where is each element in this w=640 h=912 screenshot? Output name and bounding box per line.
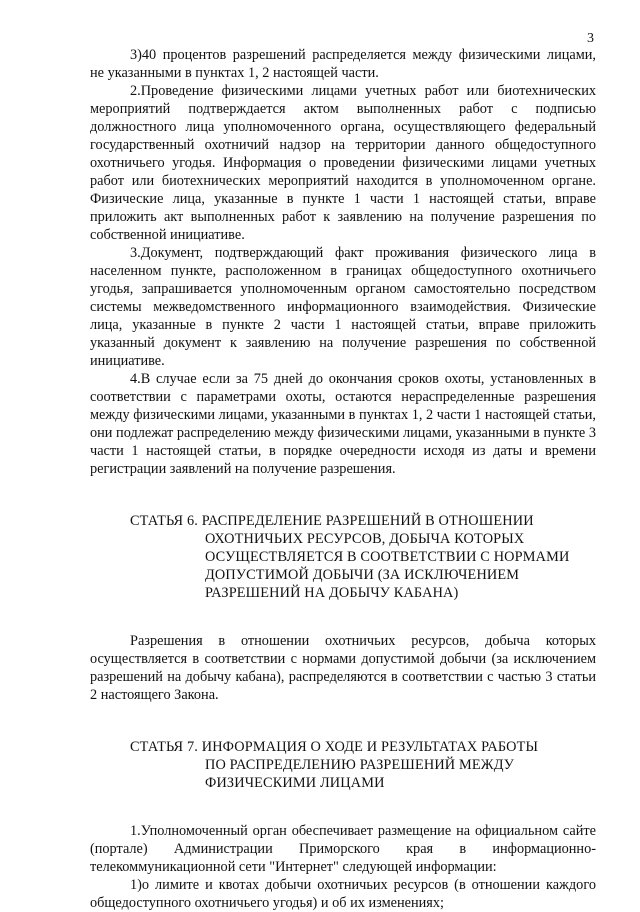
paragraph-item-3: 3.Документ, подтверждающий факт проживания физического лица в населенном пункте, расположенном в границах общедоступного охотничьего угодья, запрашивается уполномоченным органом самостоятельно посредством системы межведомственного информационного взаимодействия. Физические лица, указанные в пункте 2 части 1 настоящей статьи, вправе приложить указанный документ к заявлению на получение разрешения по собственной инициативе. (90, 245, 596, 369)
article-7-paragraph-2: 1)о лимите и квотах добычи охотничьих ресурсов (в отношении каждого общедоступного охотничьего угодья) и об их изменениях; (90, 877, 596, 911)
article-7-heading (90, 738, 596, 792)
article-6-paragraph: Разрешения в отношении охотничьих ресурсов, добыча которых осуществляется в соответствии с нормами допустимой добычи (за исключением разрешений на добычу кабана), распределяются в соответствии с частью 3 статьи 2 настоящего Закона. (90, 633, 596, 703)
article-6-heading (90, 512, 596, 602)
paragraph-part1-item3: 3)40 процентов разрешений распределяется между физическими лицами, не указанными в пунктах 1, 2 настоящей части. (90, 47, 596, 81)
article-6-heading-line: ОХОТНИЧЬИХ РЕСУРСОВ, ДОБЫЧА КОТОРЫХ (205, 531, 525, 547)
article-7-heading-line: СТАТЬЯ 7. ИНФОРМАЦИЯ О ХОДЕ И РЕЗУЛЬТАТАХ РАБОТЫ (130, 739, 539, 755)
article-6-heading-line: ОСУЩЕСТВЛЯЕТСЯ В СООТВЕТСТВИИ С НОРМАМИ (205, 549, 570, 565)
paragraph-item-2: 2.Проведение физическими лицами учетных работ или биотехнических мероприятий подтверждается актом выполненных работ с подписью должностного лица уполномоченного органа, осуществляющего федеральный государственный охотничий надзор на территории данного общедоступного охотничьего угодья. Информация о проведении физическими лицами учетных работ или биотехнических мероприятий находится в уполномоченном органе. Физические лица, указанные в пункте 1 части 1 настоящей статьи, вправе приложить акт выполненных работ к заявлению на получение разрешения по собственной инициативе. (90, 83, 596, 243)
article-6-heading-line: РАЗРЕШЕНИЙ НА ДОБЫЧУ КАБАНА) (205, 585, 459, 601)
paragraph-item-4: 4.В случае если за 75 дней до окончания сроков охоты, установленных в соответствии с параметрами охоты, остаются нераспределенные разрешения между физическими лицами, указанными в пунктах 1, 2 части 1 настоящей статьи, они подлежат распределению между физическими лицами, указанными в пункте 3 части 1 настоящей статьи, в порядке очередности исходя из даты и времени регистрации заявлений на получение разрешения. (90, 371, 596, 477)
article-7-paragraph-1: 1.Уполномоченный орган обеспечивает размещение на официальном сайте (портале) Администрации Приморского края в информационно-телекоммуникационной сети "Интернет" следующей информации: (90, 823, 596, 875)
page-number: 3 (587, 31, 594, 46)
article-6-heading-line: ДОПУСТИМОЙ ДОБЫЧИ (ЗА ИСКЛЮЧЕНИЕМ (205, 567, 520, 583)
article-7-heading-line: ФИЗИЧЕСКИМИ ЛИЦАМИ (205, 775, 385, 791)
article-6-heading-line: СТАТЬЯ 6. РАСПРЕДЕЛЕНИЕ РАЗРЕШЕНИЙ В ОТНОШЕНИИ (130, 513, 534, 529)
document-body (90, 46, 596, 912)
article-7-heading-line: ПО РАСПРЕДЕЛЕНИЮ РАЗРЕШЕНИЙ МЕЖДУ (205, 757, 515, 773)
